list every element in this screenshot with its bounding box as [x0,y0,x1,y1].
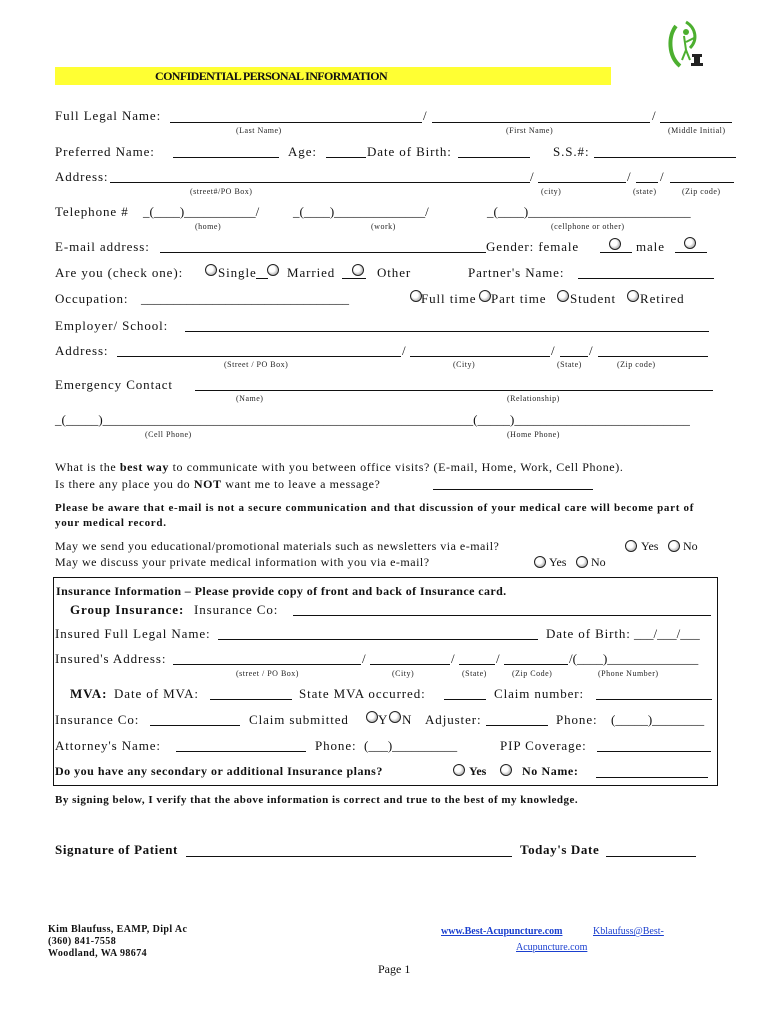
zip2-hint: (Zip code) [617,360,656,369]
practitioner-phone: (360) 841-7558 [48,936,117,947]
emergency-cell-field[interactable]: _(_____)_________________________________________________________(_____)___________________________ [55,412,690,427]
single-radio[interactable] [205,264,217,276]
female-radio[interactable] [609,238,621,250]
newsletters-question: May we send you educational/promotional materials such as newsletters via e-mail? [55,539,500,553]
underline [675,252,707,253]
leave-msg-emphasis: NOT [193,477,222,491]
emergency-label: Emergency Contact [55,377,173,392]
email-field[interactable] [160,252,486,253]
claim-yes-label: Y [378,712,389,727]
dob-label: Date of Birth: [367,144,452,159]
group-insurance-label: Group Insurance: [70,602,185,617]
claim-number-field[interactable] [596,699,712,700]
leave-message-question [55,477,380,492]
email-warning: Please be aware that e-mail is not a secure communication and that discussion of your medical care will become part of your medical record. [55,502,695,529]
other-radio[interactable] [352,264,364,276]
best-way-text: What is the [55,460,120,474]
employer-state-field[interactable] [560,356,588,357]
city2-hint: (City) [453,360,476,369]
last-name-field[interactable] [170,122,422,123]
signature-field[interactable] [186,856,512,857]
form-header [55,67,611,85]
part-time-label: Part time [491,291,547,306]
signature-label: Signature of Patient [55,842,178,857]
single-label: Single [218,265,257,280]
practitioner-contact [48,924,187,960]
middle-initial-field[interactable] [660,122,732,123]
attorney-field[interactable] [176,751,306,752]
separator: / [652,108,656,123]
insured-name-field[interactable] [218,639,538,640]
full-time-label: Full time [421,291,477,306]
underline [600,252,632,253]
home-phone-field[interactable]: _(____)___________/ [143,204,260,219]
relationship-hint: (Relationship) [507,394,560,403]
employer-street-field[interactable] [117,356,401,357]
employer-city-field[interactable] [410,356,550,357]
gender-female-label: Gender: female [486,239,580,254]
leave-msg-text-end: want me to leave a message? [221,477,381,491]
occupation-label: Occupation: [55,291,129,306]
insured-name-label: Insured Full Legal Name: [55,626,211,641]
newsletters-no-radio[interactable] [668,540,680,552]
discuss-yes-radio[interactable] [534,556,546,568]
email-link-continued[interactable]: Acupuncture.com [516,942,588,953]
discuss-yes-label: Yes [549,555,567,569]
state-mva-field[interactable] [444,699,486,700]
website-link[interactable]: www.Best-Acupuncture.com [441,926,563,937]
marital-label: Are you (check one): [55,265,184,280]
gender-male-label: male [636,239,665,254]
claim-yes-radio[interactable] [366,711,378,723]
homephone-hint: (Home Phone) [507,430,560,439]
insured-address-label: Insured's Address: [55,651,167,666]
attorney-phone-field[interactable]: (___)__________ [364,738,458,753]
secondary-no-radio[interactable] [500,764,512,776]
secondary-no-name-label: No Name: [522,764,579,778]
insured-zip-hint: (Zip Code) [512,669,553,678]
email-link[interactable]: Kblaufuss@Best- [593,926,664,937]
insured-dob-label: Date of Birth: [546,626,631,641]
newsletters-yes-radio[interactable] [625,540,637,552]
employer-field[interactable] [185,331,709,332]
practitioner-city: Woodland, WA 98674 [48,948,147,959]
email-label: E-mail address: [55,239,150,254]
mva-label: MVA: [70,686,108,701]
claim-submitted-label: Claim submitted [249,712,349,727]
full-legal-name-label: Full Legal Name: [55,108,162,123]
middle-initial-hint: (Middle Initial) [668,126,726,135]
insurance-title: Insurance Information – Please provide copy of front and back of Insurance card. [56,584,507,598]
secondary-name-field[interactable] [596,777,708,778]
insured-state-hint: (State) [462,669,487,678]
separator: / [451,651,455,666]
married-radio[interactable] [267,264,279,276]
ssn-label: S.S.#: [553,144,590,159]
insured-dob-field[interactable]: ___/___/___ [634,626,700,641]
part-time-radio[interactable] [479,290,491,302]
separator: / [589,343,593,358]
mva-insurance-co-label: Insurance Co: [55,712,140,727]
secondary-insurance-question: Do you have any secondary or additional Insurance plans? [55,764,383,778]
city-hint: (city) [541,187,562,196]
underline [342,278,366,279]
ssn-field[interactable] [594,157,736,158]
separator: / [423,108,427,123]
page-number: Page 1 [378,962,411,976]
newsletters-no-label: No [683,539,698,553]
date-mva-label: Date of MVA: [114,686,199,701]
employer-zip-field[interactable] [598,356,708,357]
secondary-yes-radio[interactable] [453,764,465,776]
insured-street-hint: (street / PO Box) [236,669,299,678]
retired-label: Retired [640,291,685,306]
street-field[interactable] [110,182,530,183]
claim-no-label: N [402,712,413,727]
adjuster-label: Adjuster: [425,712,482,727]
zip-hint: (Zip code) [682,187,721,196]
separator: / [627,169,631,184]
attorney-phone-label: Phone: [315,738,357,753]
todays-date-label: Today's Date [520,842,600,857]
adjuster-field[interactable] [486,725,548,726]
age-field[interactable] [326,157,366,158]
partner-label: Partner's Name: [468,265,565,280]
address-label: Address: [55,169,109,184]
preferred-name-field[interactable] [173,157,279,158]
best-way-emphasis: best way [119,460,169,474]
first-name-field[interactable] [432,122,650,123]
state-mva-label: State MVA occurred: [299,686,426,701]
insured-city-hint: (City) [392,669,415,678]
certify-statement: By signing below, I verify that the above information is correct and true to the best of my knowledge. [55,794,579,806]
adjuster-phone-field[interactable]: (_____)________ [611,712,705,727]
employer-label: Employer/ School: [55,318,169,333]
state-hint: (state) [633,187,657,196]
age-label: Age: [288,144,317,159]
telephone-label: Telephone # [55,204,129,219]
practitioner-name: Kim Blaufuss, EAMP, Dipl Ac [48,924,188,935]
cell-phone-field[interactable]: _(____)_________________________ [487,204,691,219]
partner-field[interactable] [578,278,714,279]
adjuster-phone-label: Phone: [556,712,598,727]
leave-msg-text: Is there any place you do [55,477,194,491]
cell-hint: (cellphone or other) [551,222,625,231]
other-label: Other [377,265,412,280]
best-way-text-end: to communicate with you between office visits? (E-mail, Home, Work, Cell Phone). [169,460,624,474]
retired-radio[interactable] [627,290,639,302]
emergency-name-field[interactable] [195,390,713,391]
work-phone-field[interactable]: _(____)______________/ [293,204,429,219]
insured-city-field[interactable] [370,664,450,665]
date-mva-field[interactable] [210,699,292,700]
leaf-figure-icon [666,18,714,70]
separator: / [402,343,406,358]
state2-hint: (State) [557,360,582,369]
discuss-no-label: No [591,555,606,569]
home-hint: (home) [195,222,222,231]
pip-field[interactable] [597,751,711,752]
separator: / [496,651,500,666]
student-radio[interactable] [557,290,569,302]
todays-date-field[interactable] [606,856,696,857]
city-field[interactable] [538,182,626,183]
claim-no-radio[interactable] [389,711,401,723]
employer-address-label: Address: [55,343,109,358]
pip-label: PIP Coverage: [500,738,587,753]
student-label: Student [570,291,617,306]
best-way-question [55,460,623,475]
last-name-hint: (Last Name) [236,126,282,135]
separator: / [660,169,664,184]
insured-zip-field[interactable] [504,664,568,665]
underline [256,278,268,279]
insurance-co-label: Insurance Co: [194,602,279,617]
discuss-question: May we discuss your private medical information with you via e-mail? [55,555,430,569]
separator: / [362,651,366,666]
married-label: Married [287,265,336,280]
occupation-field[interactable]: ________________________________ [141,291,349,306]
secondary-yes-label: Yes [469,764,487,778]
form-title: CONFIDENTIAL PERSONAL INFORMATION [155,69,388,83]
state-field[interactable] [636,182,658,183]
discuss-no-radio[interactable] [576,556,588,568]
dob-field[interactable] [458,157,530,158]
insurance-co-field[interactable] [293,615,711,616]
leave-message-field[interactable] [433,489,593,490]
preferred-name-label: Preferred Name: [55,144,155,159]
first-name-hint: (First Name) [506,126,554,135]
zip-field[interactable] [670,182,734,183]
street2-hint: (Street / PO Box) [224,360,289,369]
mva-insurance-co-field[interactable] [150,725,240,726]
separator: / [530,169,534,184]
name-hint: (Name) [236,394,264,403]
work-hint: (work) [371,222,396,231]
claim-number-label: Claim number: [494,686,585,701]
insured-phone-field[interactable]: /(____)______________ [569,651,699,666]
street-hint: (street#/PO Box) [190,187,253,196]
insured-state-field[interactable] [459,664,495,665]
cellphone-hint: (Cell Phone) [145,430,192,439]
separator: / [551,343,555,358]
male-radio[interactable] [684,237,696,249]
newsletters-yes-label: Yes [641,539,659,553]
insured-phone-hint: (Phone Number) [598,669,659,678]
insured-street-field[interactable] [173,664,361,665]
attorney-label: Attorney's Name: [55,738,161,753]
